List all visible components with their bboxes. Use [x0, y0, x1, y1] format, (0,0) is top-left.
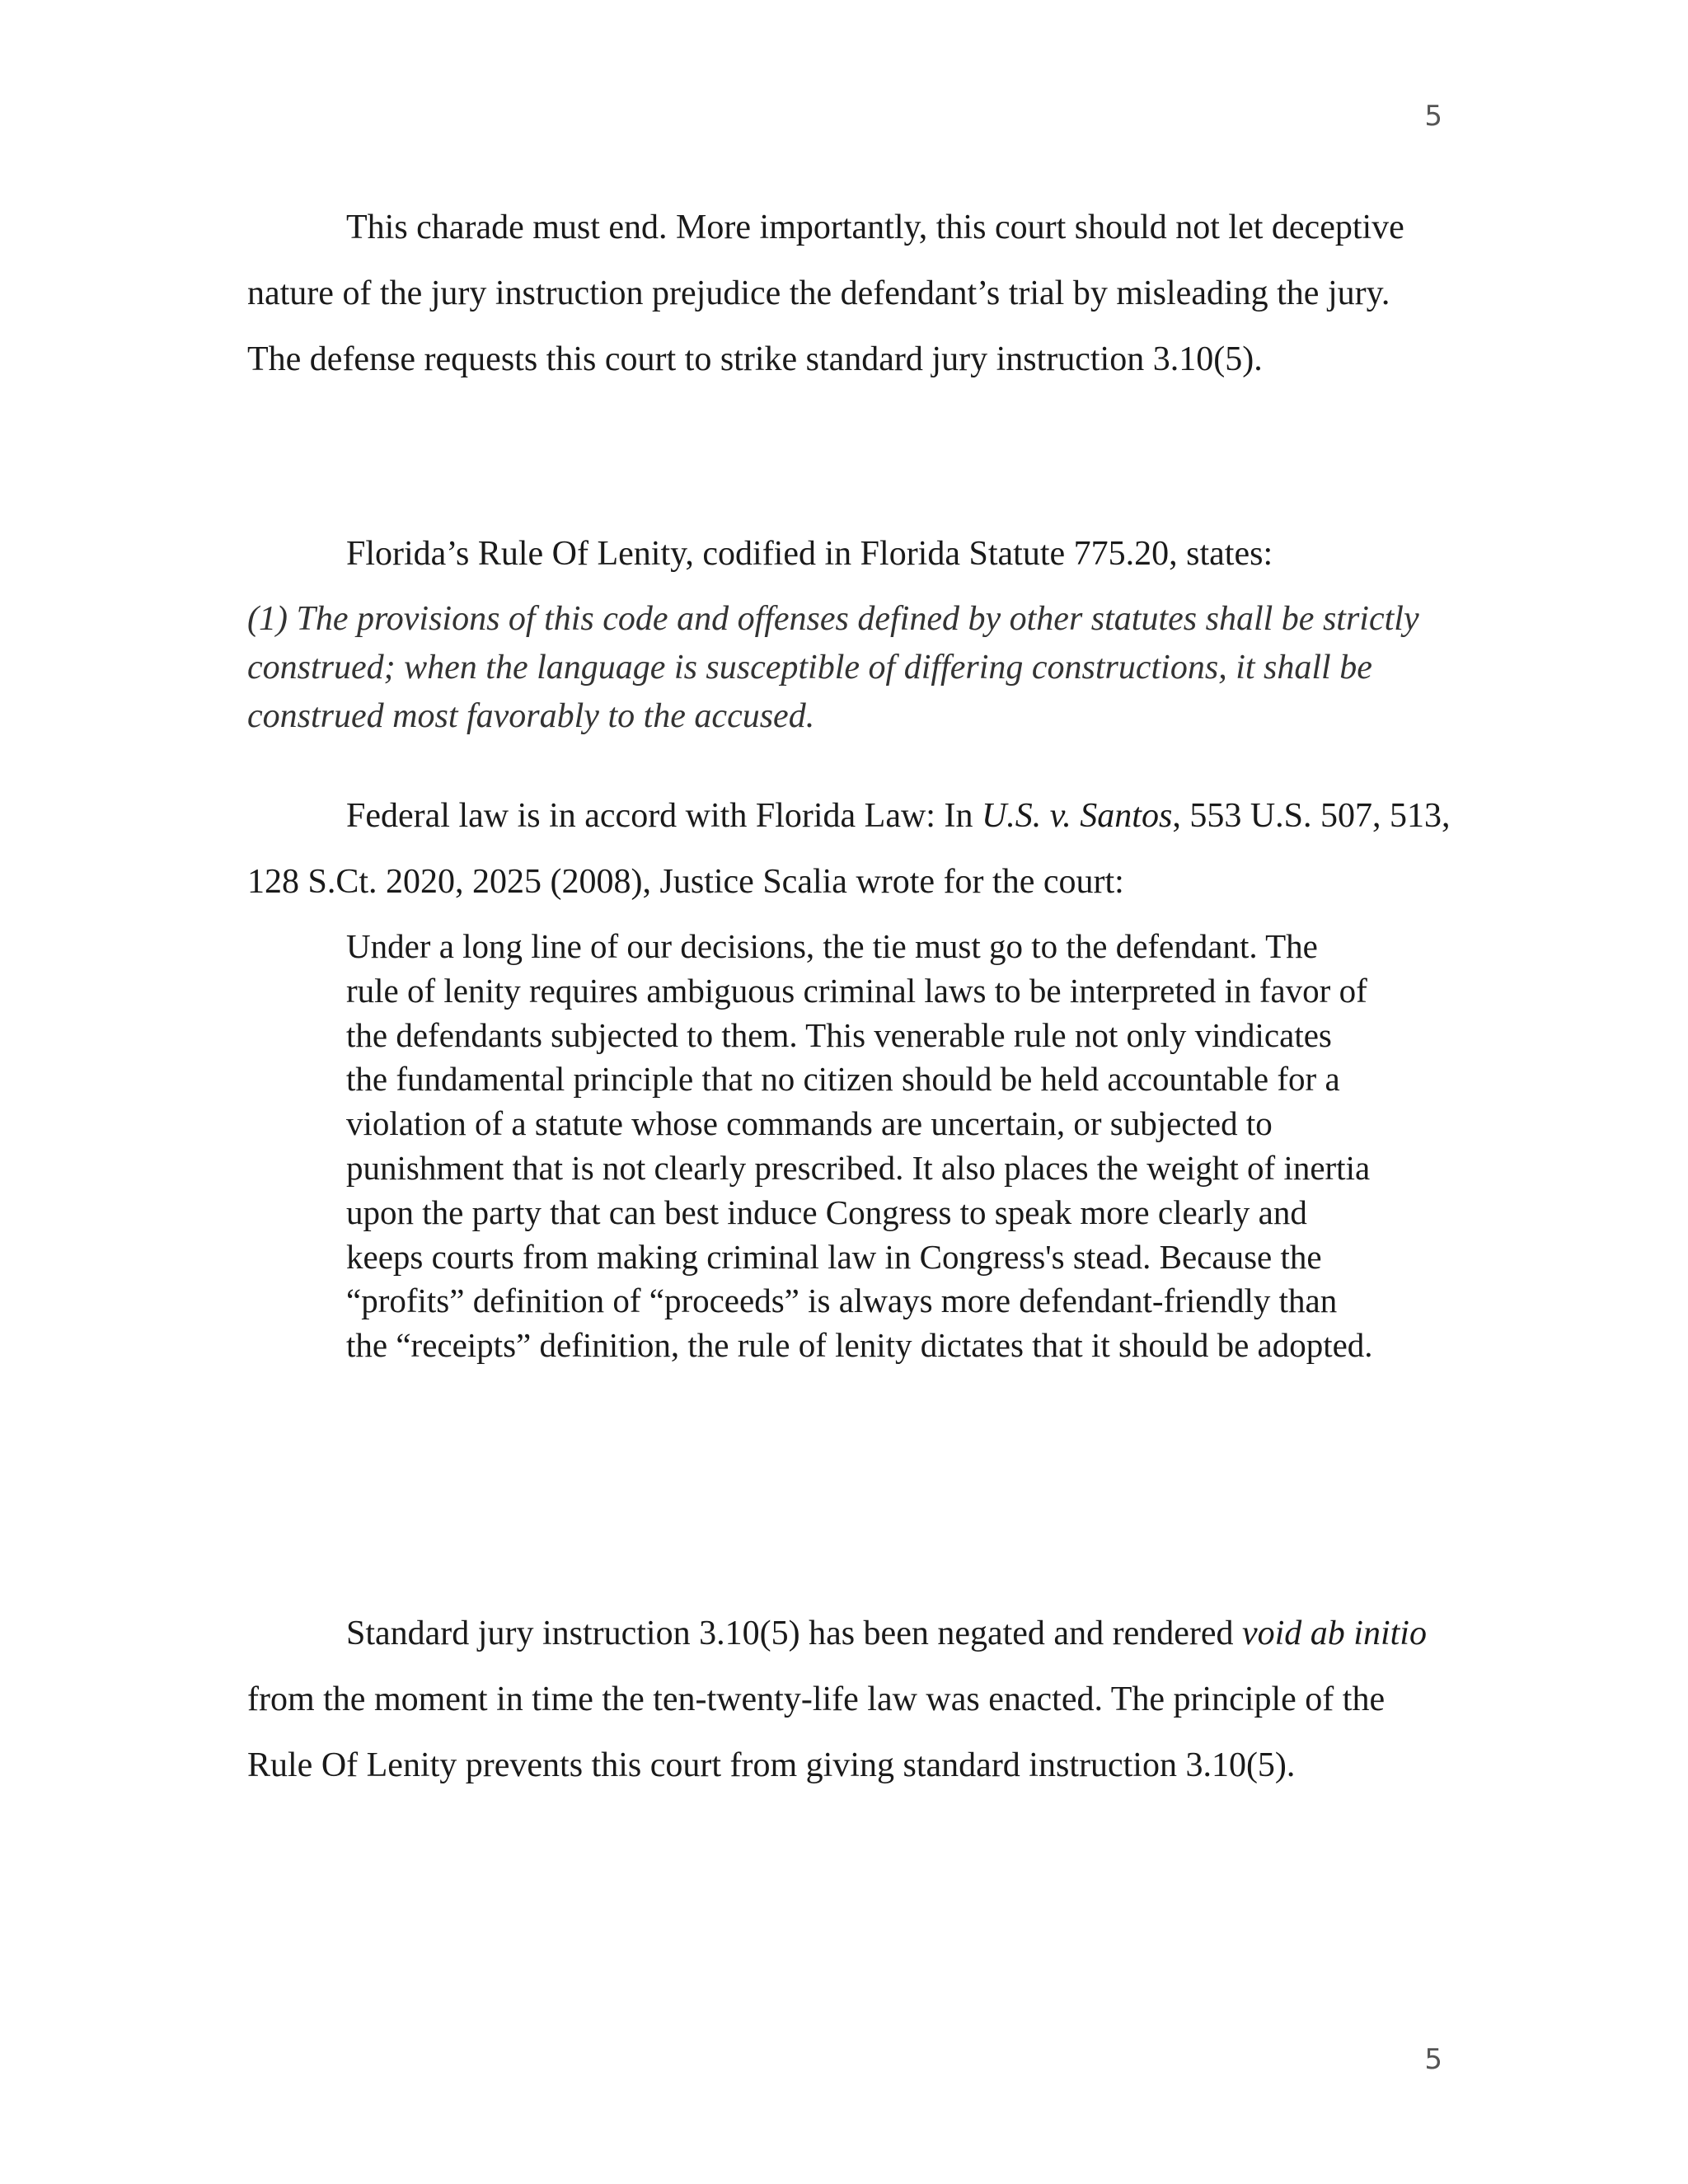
scalia-block-quote: Under a long line of our decisions, the tie must go to the defendant. The rule of lenity requires ambiguous criminal laws to be interpreted in favor of the defendants subjected to them. This venerable rule not only vindicates the fundamental principle that no citizen should be held accountable for a violation of a statute whose commands are uncertain, or subjected to punishment that is not clearly prescribed. It also places the weight of inertia upon the party that can best induce Congress to speak more clearly and keeps courts from making criminal law in Congress's stead. Because the “profits” definition of “proceeds” is always more defendant-friendly than the “receipts” definition, the rule of lenity dictates that it should be adopted. [346, 927, 1373, 1365]
federal-law-text-start: Federal law is in accord with Florida Law: In [346, 797, 982, 835]
paragraph-rule-of-lenity-intro: Florida’s Rule Of Lenity, codified in Florida Statute 775.20, states: [346, 535, 1273, 573]
paragraph-conclusion [247, 1601, 1451, 1798]
federal-law-text-end: , 553 U.S. 507, 513, 128 S.Ct. 2020, 2025 (2008), Justice Scalia wrote for the court: [247, 797, 1451, 901]
paragraph-federal-law [247, 783, 1451, 915]
paragraph-charade: This charade must end. More importantly, this court should not let deceptive nature of the jury instruction prejudice the defendant’s trial by misleading the jury. The defense requests this court to strike standard jury instruction 3.10(5). [247, 209, 1404, 378]
page-number-top: 5 [1424, 100, 1442, 133]
case-name: U.S. v. Santos [981, 797, 1173, 835]
conclusion-text-start: Standard jury instruction 3.10(5) has been negated and rendered [346, 1615, 1242, 1652]
conclusion-text-end: from the moment in time the ten-twenty-life law was enacted. The principle of the Rule Of Lenity prevents this court from giving standard instruction 3.10(5). [247, 1680, 1386, 1784]
void-ab-initio: void ab initio [1241, 1615, 1427, 1652]
page-number-bottom: 5 [1424, 2043, 1442, 2076]
statute-quote: (1) The provisions of this code and offenses defined by other statutes shall be strictly construed; when the language is susceptible of differing constructions, it shall be construed most favorably to the accused. [247, 600, 1419, 735]
